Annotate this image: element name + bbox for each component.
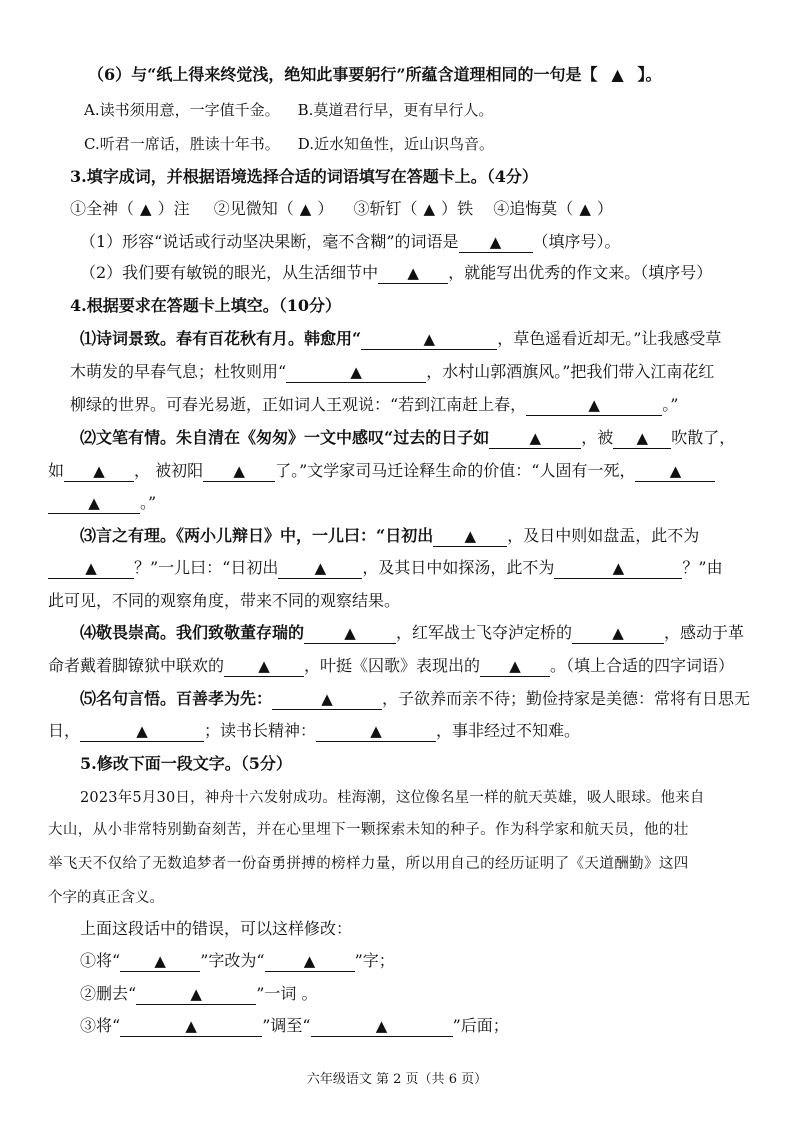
q4-p2-text5: ， 被初阳 (134, 461, 204, 480)
q4-p4-text2: ，红军战士飞夺泸定桥的 (396, 623, 573, 642)
q4-p3-line3: 此可见，不同的观察角度，带来不同的观察结果。 (48, 591, 401, 610)
q5-fix1-text2: ”字改为“ (200, 951, 265, 970)
q4-p3-text2: ，及日中则如盘盂，此不为 (507, 526, 700, 545)
word-4-end: ） (596, 199, 613, 218)
answer-blank[interactable]: ▲ (526, 395, 662, 416)
q5-fix3-text3: ”后面； (452, 1016, 509, 1035)
answer-blank[interactable]: ▲ (272, 689, 382, 710)
q5-fix2-text1: ②删去“ (80, 984, 137, 1003)
q6-options-row2 (84, 133, 494, 155)
answer-mark: ▲ (140, 200, 152, 218)
q4-p2-text6: 了。”文学家司马迁诠释生命的价值：“人固有一死， (275, 461, 636, 480)
answer-blank[interactable]: ▲ (480, 656, 550, 677)
word-4: ④追悔莫（ (493, 199, 574, 218)
answer-blank[interactable]: ▲ (378, 263, 448, 284)
answer-mark: ▲ (423, 200, 436, 218)
q3-sub1-end: （填序号）。 (532, 232, 621, 251)
answer-blank[interactable]: ▲ (433, 526, 507, 547)
q4-p4-text5: ，叶挺《囚歌》表现出的 (304, 656, 481, 675)
q4-p5-text5: ，事非经过不知难。 (436, 721, 581, 740)
answer-blank[interactable]: ▲ (554, 558, 682, 579)
q4-p5-line2 (48, 720, 580, 742)
q4-p2-text2: ，被 (581, 428, 614, 447)
q5-fix2-text2: ”一词 。 (256, 984, 318, 1003)
q4-p3-text4: ，及其日中如探汤，此不为 (362, 558, 555, 577)
q4-p4-line1 (80, 622, 744, 644)
q4-p2-text7: 。” (140, 493, 157, 512)
q4-title: 4.根据要求在答题卡上填空。（10分） (70, 296, 341, 315)
q3-sub1 (80, 231, 621, 253)
q5-paragraph-line3: 举飞天不仅给了无数追梦者一份奋勇拼搏的榜样力量，所以用自己的经历证明了《天道酬勤》这四 (48, 856, 689, 872)
answer-blank[interactable]: ▲ (316, 721, 436, 742)
answer-blank[interactable]: ▲ (361, 329, 497, 350)
q3-sub2-text: （2）我们要有敏锐的眼光，从生活细节中 (80, 263, 379, 282)
q4-p2-text4: 如 (48, 461, 65, 480)
q3-words (70, 198, 613, 220)
answer-blank[interactable]: ▲ (136, 984, 256, 1005)
answer-mark: ▲ (611, 65, 624, 84)
q4-p1-text4: ，水村山郭酒旗风。”把我们带入江南花红 (426, 362, 715, 381)
q4-p1-line2 (70, 361, 714, 383)
q4-p4-text3: ，感动于革 (664, 623, 745, 642)
q5-fix3 (80, 1015, 509, 1037)
answer-blank[interactable]: ▲ (48, 558, 134, 579)
answer-blank[interactable]: ▲ (613, 428, 671, 449)
q3-title: 3.填字成词，并根据语境选择合适的词语填写在答题卡上。（4分） (70, 167, 538, 186)
answer-blank[interactable]: ▲ (224, 656, 304, 677)
q4-p1-text6: 。” (662, 395, 679, 414)
answer-blank[interactable]: ▲ (572, 623, 664, 644)
q4-p5-text2: ，子欲养而亲不待；勤俭持家是美德：常将有日思无 (382, 689, 751, 708)
word-3-end: ）铁 (441, 199, 474, 218)
q4-p3-line1 (80, 525, 699, 547)
word-1-end: ）注 (157, 199, 190, 218)
word-3: ③斩钉（ (353, 199, 418, 218)
q4-p5-text3: 日， (48, 721, 81, 740)
q4-p2-text3: 吹散了， (671, 428, 736, 447)
answer-blank[interactable]: ▲ (304, 623, 396, 644)
q6-stem-text: （6）与“纸上得来终觉浅，绝知此事要躬行”所蕴含道理相同的一句是【 (88, 65, 598, 84)
q4-p4-text6: 。（填上合适的四字词语） (550, 656, 735, 675)
q5-fix3-text2: ”调至“ (262, 1016, 311, 1035)
q6-close: 】。 (637, 65, 662, 84)
answer-blank[interactable]: ▲ (635, 461, 715, 482)
option-b: B.莫道君行早，更有早行人。 (297, 101, 494, 119)
q4-p1-text5: 柳绿的世界。可春光易逝，正如词人王观说：“若到江南赶上春， (70, 395, 527, 414)
word-2-end: ） (317, 199, 334, 218)
word-1: ①全神（ (70, 199, 135, 218)
page-footer: 六年级语文 第 2 页（共 6 页） (306, 1072, 488, 1087)
q5-fix3-text1: ③将“ (80, 1016, 121, 1035)
answer-blank[interactable]: ▲ (48, 493, 140, 514)
q5-fix1-text1: ①将“ (80, 951, 121, 970)
q4-p3-text1: ⑶言之有理。《两小儿辩日》中，一儿曰：“日初出 (80, 526, 434, 545)
q5-paragraph-line4: 个字的真正含义。 (48, 890, 164, 906)
q6-stem (88, 64, 662, 86)
q4-p2-line3 (48, 492, 156, 514)
q4-p2-line2 (48, 460, 715, 482)
q4-p3-text5: ？”由 (682, 558, 723, 577)
word-2: ②见微知（ (213, 199, 294, 218)
q4-p2-line1 (80, 427, 735, 449)
q5-paragraph-line1: 2023年5月30日，神舟十六发射成功。桂海潮，这位像名星一样的航天英雄，吸人眼球。他来自 (80, 790, 705, 806)
answer-blank[interactable]: ▲ (311, 1016, 453, 1037)
q3-sub2 (80, 262, 712, 284)
q4-p5-text4: ；读书长精神： (204, 721, 317, 740)
q3-sub2-end: ，就能写出优秀的作文来。（填序号） (448, 263, 713, 282)
answer-blank[interactable]: ▲ (459, 232, 533, 253)
q4-p1-text2: ，草色遥看近却无。”让我感受草 (497, 329, 722, 348)
q5-paragraph-line2: 大山，从小非常特别勤奋刻苦，并在心里埋下一颗探索未知的种子。作为科学家和航天员，他的壮 (48, 822, 689, 838)
answer-blank[interactable]: ▲ (120, 1016, 262, 1037)
q4-p1-line1 (80, 328, 721, 350)
q4-p3-line2 (48, 557, 723, 579)
q4-p3-text3: ？”一儿曰：“日初出 (134, 558, 279, 577)
option-a: A.读书须用意，一字值千金。 (84, 101, 280, 119)
q4-p5-text1: ⑸名句言悟。百善孝为先： (80, 689, 273, 708)
answer-blank[interactable]: ▲ (203, 461, 275, 482)
q4-p1-text3: 木萌发的早春气息；杜牧则用“ (70, 362, 287, 381)
q5-fix1 (80, 950, 395, 972)
option-d: D.近水知鱼性，近山识鸟音。 (297, 135, 494, 153)
answer-blank[interactable]: ▲ (80, 721, 204, 742)
q4-p1-text1: ⑴诗词景致。春有百花秋有月。韩愈用“ (80, 329, 362, 348)
answer-blank[interactable]: ▲ (120, 951, 200, 972)
answer-mark: ▲ (579, 200, 591, 218)
answer-mark: ▲ (299, 200, 312, 218)
answer-blank[interactable]: ▲ (278, 558, 362, 579)
answer-blank[interactable]: ▲ (489, 428, 581, 449)
q5-fix1-text3: ”字； (354, 951, 395, 970)
q4-p2-text1: ⑵文笔有情。朱自清在《匆匆》一文中感叹“过去的日子如 (80, 428, 490, 447)
option-c: C.听君一席话，胜读十年书。 (84, 135, 280, 153)
q4-p4-text4: 命者戴着脚镣狱中联欢的 (48, 656, 225, 675)
q5-title: 5.修改下面一段文字。（5分） (80, 754, 292, 773)
q4-p4-text1: ⑷敬畏崇高。我们致敬董存瑞的 (80, 623, 305, 642)
q5-intro: 上面这段话中的错误，可以这样修改： (80, 919, 353, 938)
q4-p5-line1 (80, 688, 750, 710)
answer-blank[interactable]: ▲ (286, 362, 426, 383)
q5-fix2 (80, 983, 317, 1005)
q3-sub1-text: （1）形容“说话或行动坚决果断，毫不含糊”的词语是 (80, 232, 459, 251)
q4-p4-line2 (48, 655, 734, 677)
answer-blank[interactable]: ▲ (64, 461, 134, 482)
q4-p1-line3 (70, 394, 678, 416)
answer-blank[interactable]: ▲ (265, 951, 355, 972)
q6-options-row1 (84, 99, 493, 121)
